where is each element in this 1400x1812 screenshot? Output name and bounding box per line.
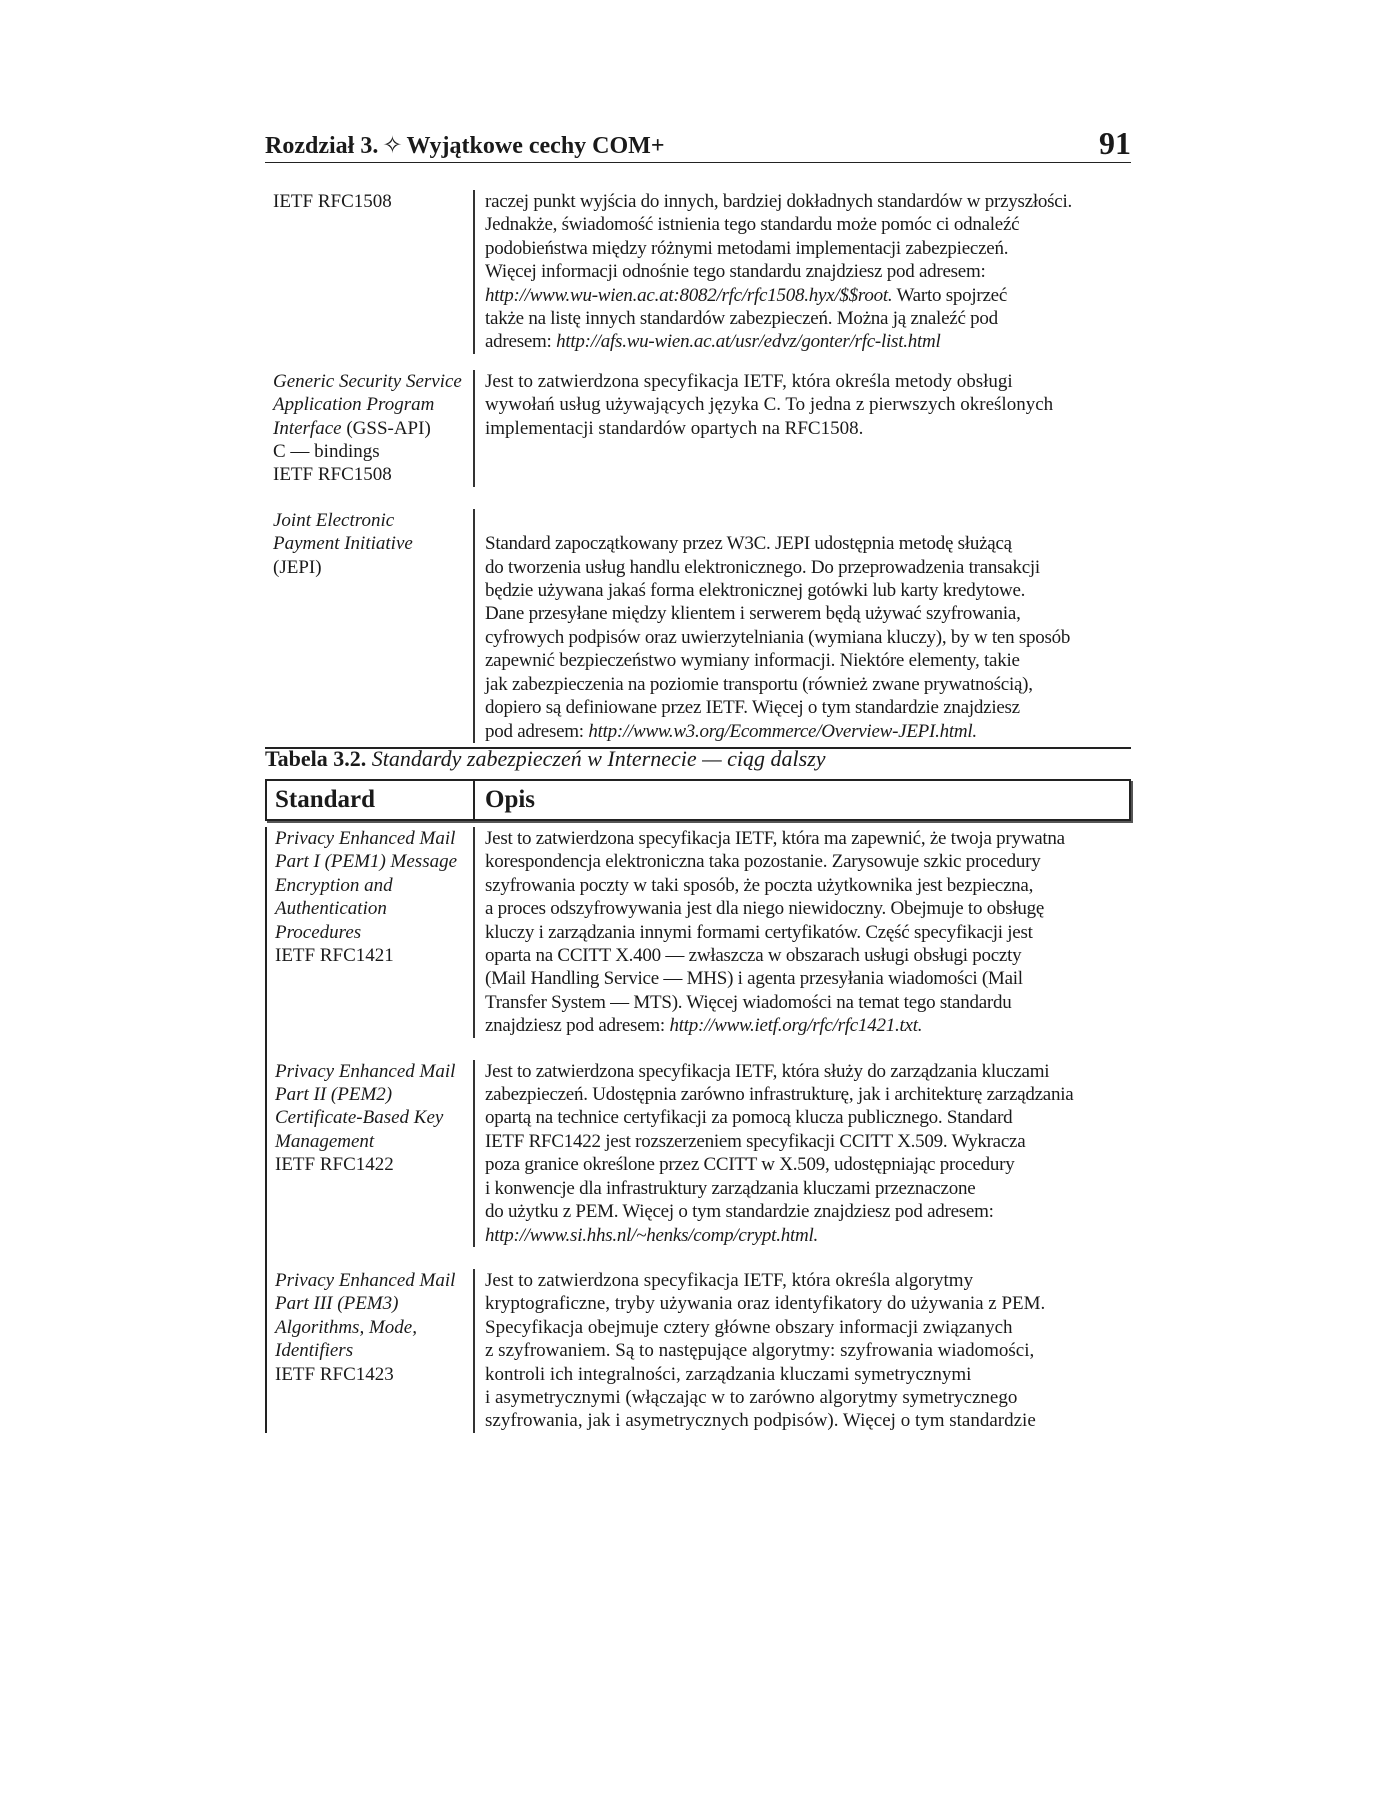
text-line	[485, 260, 1125, 283]
line-text: korespondencja elektroniczna taka pozostanie. Zarysowuje szkic procedury	[485, 851, 1041, 873]
chapter-heading	[265, 131, 665, 160]
line-text: opartą na technice certyfikacji za pomocą klucza publicznego. Standard	[485, 1107, 1013, 1129]
line-text: szyfrowania, jak i asymetrycznych podpisów). Więcej o tym standardzie	[485, 1410, 1036, 1432]
text-line	[485, 509, 1125, 532]
table-row	[267, 827, 1131, 1060]
line-text: Privacy Enhanced Mail	[275, 828, 456, 849]
text-line	[275, 944, 463, 967]
text-line	[485, 1363, 1125, 1386]
text-line	[485, 827, 1125, 850]
text-line	[275, 1292, 463, 1315]
line-text: http://www.si.hhs.nl/~henks/comp/crypt.html.	[485, 1224, 818, 1246]
text-line	[485, 330, 1125, 353]
text-line	[485, 1269, 1125, 1292]
text-line	[485, 1386, 1125, 1409]
description-cell	[473, 1060, 1131, 1247]
description-cell	[473, 1269, 1131, 1433]
text-line	[485, 944, 1125, 967]
text-line	[485, 1060, 1125, 1083]
line-text: Jest to zatwierdzona specyfikacja IETF, która ma zapewnić, że twoja prywatna	[485, 828, 1065, 849]
text-line	[273, 532, 463, 555]
header-description: Opis	[473, 781, 1129, 819]
line-text: Więcej informacji odnośnie tego standardu znajdziesz pod adresem:	[485, 261, 986, 283]
text-line	[485, 532, 1125, 555]
line-text: jak zabezpieczenia na poziomie transportu (również zwane prywatnością),	[485, 673, 1033, 695]
line-text: Payment Initiative	[273, 533, 413, 555]
line-text: IETF RFC1423	[275, 1363, 394, 1385]
text-line	[273, 463, 463, 486]
line-text: IETF RFC1422 jest rozszerzeniem specyfikacji CCITT X.509. Wykracza	[485, 1130, 1026, 1152]
line-text: poza granice określone przez CCITT w X.509, udostępniając procedury	[485, 1154, 1015, 1176]
text-line	[485, 897, 1125, 920]
text-line	[485, 370, 1125, 393]
line-text: Part II (PEM2)	[275, 1084, 393, 1106]
line-text: Dane przesyłane między klientem i serwerem będą używać szyfrowania,	[485, 603, 1021, 625]
line-text: Procedures	[275, 921, 362, 943]
text-line	[275, 921, 463, 944]
text-line	[485, 1292, 1125, 1315]
text-line	[275, 1106, 463, 1129]
text-line	[273, 556, 463, 579]
text-line	[273, 440, 463, 463]
text-line	[273, 509, 463, 532]
line-text: Specyfikacja obejmuje cztery główne obszary informacji związanych	[485, 1316, 1013, 1338]
line-text: kontroli ich integralności, zarządzania kluczami symetrycznymi	[485, 1363, 972, 1385]
standard-cell	[267, 827, 473, 1038]
text-line	[275, 850, 463, 873]
line-text: kluczy i zarządzania innymi formami certyfikatów. Część specyfikacji jest	[485, 921, 1033, 943]
text-line	[275, 1060, 463, 1083]
line-text: będzie używana jakaś forma elektronicznej gotówki lub karty kredytowe.	[485, 580, 1026, 602]
line-text: do użytku z PEM. Więcej o tym standardzie znajdziesz pod adresem:	[485, 1201, 994, 1223]
chapter-number: Rozdział 3.	[265, 133, 379, 159]
text-line	[485, 417, 1125, 440]
line-text: kryptograficzne, tryby używania oraz identyfikatory do używania z PEM.	[485, 1293, 1046, 1315]
line-text: pod adresem:	[485, 720, 589, 742]
line-text: IETF RFC1422	[275, 1154, 394, 1176]
text-line	[485, 673, 1125, 696]
text-line	[485, 1409, 1125, 1432]
text-line	[275, 1153, 463, 1176]
line-text: Algorithms, Mode,	[275, 1316, 417, 1338]
chapter-title: Wyjątkowe cechy COM+	[406, 133, 665, 159]
table-row	[265, 370, 1131, 509]
line-link: http://www.w3.org/Ecommerce/Overview-JEPI.html.	[588, 720, 977, 742]
text-line	[485, 213, 1125, 236]
line-text: Jest to zatwierdzona specyfikacja IETF, która określa metody obsługi	[485, 370, 1013, 392]
line-text: Privacy Enhanced Mail	[275, 1060, 456, 1082]
text-line	[485, 190, 1125, 213]
line-text: http://www.wu-wien.ac.at:8082/rfc/rfc1508.hyx/$$root.	[485, 284, 893, 306]
description-cell	[473, 509, 1131, 743]
line-text: Transfer System — MTS). Więcej wiadomości na temat tego standardu	[485, 991, 1012, 1013]
line-text: Jest to zatwierdzona specyfikacja IETF, która służy do zarządzania kluczami	[485, 1060, 1050, 1082]
standards-table	[265, 779, 1131, 1433]
line-text: IETF RFC1508	[273, 464, 392, 486]
text-line	[273, 393, 463, 416]
table-row	[265, 190, 1131, 370]
table-row	[265, 509, 1131, 747]
line-text: (Mail Handling Service — MHS) i agenta przesyłania wiadomości (Mail	[485, 968, 1023, 990]
line-text: Identifiers	[275, 1340, 354, 1362]
line-text: a proces odszyfrowywania jest dla niego niewidoczny. Obejmuje to obsługę	[485, 898, 1045, 920]
text-line	[275, 1339, 463, 1362]
line-text: znajdziesz pod adresem:	[485, 1015, 670, 1037]
text-line	[485, 850, 1125, 873]
table-body	[265, 827, 1131, 1433]
standard-cell	[265, 190, 473, 354]
text-line	[485, 1153, 1125, 1176]
text-line	[485, 579, 1125, 602]
line-text: adresem:	[485, 331, 557, 353]
standard-cell	[265, 509, 473, 743]
line-text: podobieństwa między różnymi metodami implementacji zabezpieczeń.	[485, 237, 1009, 259]
text-line	[485, 1130, 1125, 1153]
text-line	[273, 417, 463, 440]
text-line	[485, 307, 1125, 330]
line-text: i asymetrycznymi (włączając w to zarówno algorytmy symetrycznego	[485, 1386, 1018, 1408]
text-line	[485, 284, 1125, 307]
line-text: Standard zapoczątkowany przez W3C. JEPI udostępnia metodę służącą	[485, 533, 1012, 555]
line-text: Certificate-Based Key	[275, 1107, 444, 1129]
text-line	[275, 1130, 463, 1153]
standard-cell	[265, 370, 473, 487]
line-text: także na listę innych standardów zabezpieczeń. Można ją znaleźć pod	[485, 308, 998, 330]
line-text: C — bindings	[273, 441, 380, 463]
line-suffix: Warto spojrzeć	[892, 284, 1008, 306]
table-caption	[265, 746, 826, 772]
line-text: Part III (PEM3)	[275, 1293, 399, 1315]
line-text: zabezpieczeń. Udostępnia zarówno infrastrukturę, jak i architekturę zarządzania	[485, 1084, 1074, 1106]
table-row	[267, 1060, 1131, 1269]
description-cell	[473, 370, 1131, 487]
text-line	[275, 1269, 463, 1292]
line-text: oparta na CCITT X.400 — zwłaszcza w obszarach usługi obsługi poczty	[485, 945, 1022, 967]
line-text: Joint Electronic	[273, 509, 395, 531]
text-line	[485, 556, 1125, 579]
line-text: i konwencje dla infrastruktury zarządzania kluczami przeznaczone	[485, 1177, 976, 1199]
text-line	[485, 874, 1125, 897]
line-text: Application Program	[273, 394, 435, 416]
text-line	[485, 991, 1125, 1014]
text-line	[485, 1083, 1125, 1106]
text-line	[485, 626, 1125, 649]
line-text: raczej punkt wyjścia do innych, bardziej dokładnych standardów w przyszłości.	[485, 191, 1072, 212]
header-standard: Standard	[275, 786, 376, 813]
table-continuation	[265, 190, 1131, 749]
description-cell	[473, 190, 1131, 354]
standard-cell	[267, 1269, 473, 1433]
text-line	[275, 1363, 463, 1386]
line-text: zapewnić bezpieczeństwo wymiany informacji. Niektóre elementy, takie	[485, 650, 1020, 672]
text-line	[273, 370, 463, 393]
line-text: Privacy Enhanced Mail	[275, 1269, 456, 1291]
text-line	[485, 602, 1125, 625]
line-text: do tworzenia usług handlu elektronicznego. Do przeprowadzenia transakcji	[485, 556, 1040, 578]
text-line	[485, 1200, 1125, 1223]
text-line	[485, 1106, 1125, 1129]
text-line	[485, 1224, 1125, 1247]
text-line	[275, 874, 463, 897]
line-link: http://www.ietf.org/rfc/rfc1421.txt.	[669, 1015, 923, 1037]
line-text: cyfrowych podpisów oraz uwierzytelniania (wymiana kluczy), by w ten sposób	[485, 626, 1071, 648]
text-line	[485, 649, 1125, 672]
line-text: (JEPI)	[273, 556, 322, 578]
page-number: 91	[1099, 125, 1131, 161]
text-line	[485, 1177, 1125, 1200]
text-line	[485, 720, 1125, 743]
line-text: Management	[275, 1130, 375, 1152]
line-text: Encryption and	[275, 874, 393, 896]
text-line	[275, 897, 463, 920]
text-line	[485, 1014, 1125, 1037]
line-text: Authentication	[275, 898, 387, 920]
text-line	[275, 1083, 463, 1106]
line-text: Jednakże, świadomość istnienia tego standardu może pomóc ci odnaleźć	[485, 214, 1020, 236]
line-text: IETF RFC1508	[273, 191, 392, 212]
line-text: implementacji standardów opartych na RFC1508.	[485, 417, 864, 439]
page-header	[265, 125, 1131, 163]
text-line	[485, 921, 1125, 944]
caption-text: Standardy zabezpieczeń w Internecie — ciąg dalszy	[371, 746, 826, 771]
table-header	[265, 779, 1131, 821]
standard-cell	[267, 1060, 473, 1247]
text-line	[485, 237, 1125, 260]
line-suffix: (GSS-API)	[341, 417, 431, 439]
text-line	[273, 190, 463, 213]
line-link: http://afs.wu-wien.ac.at/usr/edvz/gonter/rfc-list.html	[556, 331, 941, 353]
line-text: Jest to zatwierdzona specyfikacja IETF, która określa algorytmy	[485, 1269, 974, 1291]
text-line	[485, 1316, 1125, 1339]
line-text: wywołań usług używających języka C. To jedna z pierwszych określonych	[485, 394, 1054, 416]
line-text: IETF RFC1421	[275, 945, 394, 967]
table-row	[267, 1269, 1131, 1433]
text-line	[485, 696, 1125, 719]
caption-label: Tabela 3.2.	[265, 746, 367, 771]
text-line	[275, 827, 463, 850]
line-text: Interface	[273, 417, 342, 439]
line-text: Part I (PEM1) Message	[275, 851, 458, 873]
separator-icon: ✧	[382, 133, 403, 159]
text-line	[485, 967, 1125, 990]
text-line	[275, 1316, 463, 1339]
description-cell	[473, 827, 1131, 1038]
line-text: z szyfrowaniem. Są to następujące algorytmy: szyfrowania wiadomości,	[485, 1340, 1035, 1362]
line-text: dopiero są definiowane przez IETF. Więcej o tym standardzie znajdziesz	[485, 697, 1020, 719]
text-line	[485, 1339, 1125, 1362]
text-line	[485, 393, 1125, 416]
line-text: Generic Security Service	[273, 370, 462, 392]
line-text: szyfrowania poczty w taki sposób, że poczta użytkownika jest bezpieczna,	[485, 874, 1034, 896]
